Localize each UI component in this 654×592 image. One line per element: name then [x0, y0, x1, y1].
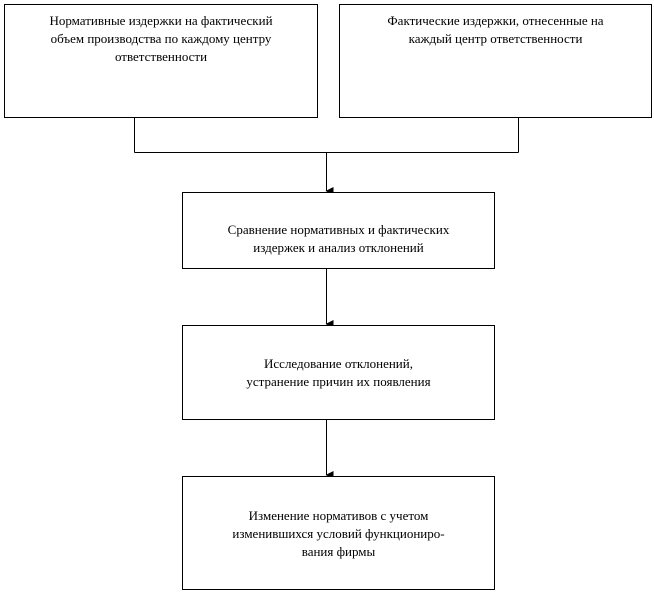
- node-line: издержек и анализ отклонений: [253, 240, 424, 255]
- node-line: каждый центр ответственности: [408, 31, 583, 46]
- node-actual-costs: [339, 4, 652, 118]
- node-comparison-text: [189, 221, 488, 257]
- node-line: ответственности: [114, 49, 208, 64]
- node-line: устранение причин их появления: [246, 374, 431, 389]
- node-line: Изменение нормативов с учетом: [248, 508, 429, 523]
- node-investigation-text: [189, 355, 488, 391]
- node-comparison: [182, 192, 495, 269]
- node-investigation: [182, 325, 495, 420]
- node-line: Фактические издержки, отнесенные на: [387, 13, 604, 28]
- node-line: Исследование отклонений,: [264, 356, 413, 371]
- node-normative-costs-text: [11, 12, 311, 66]
- node-actual-costs-text: [346, 12, 645, 48]
- node-line: изменившихся условий функциониро-: [232, 526, 445, 541]
- node-line: вания фирмы: [301, 544, 376, 559]
- merge-connector: [135, 118, 519, 191]
- node-norm-change: [182, 476, 495, 590]
- node-norm-change-text: [189, 507, 488, 561]
- node-line: Нормативные издержки на фактический: [49, 13, 273, 28]
- node-normative-costs: [4, 4, 318, 118]
- node-line: объем производства по каждому центру: [50, 31, 272, 46]
- node-line: Сравнение нормативных и фактических: [227, 222, 450, 237]
